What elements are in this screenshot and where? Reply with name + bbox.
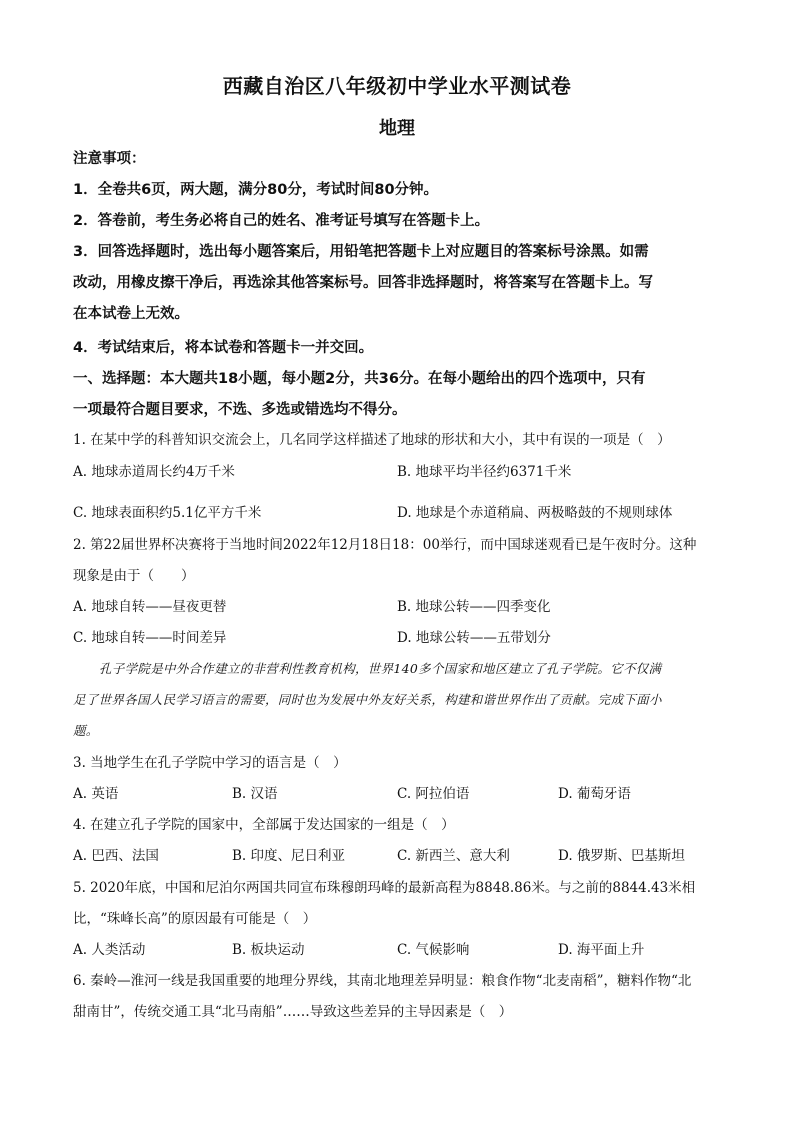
note-4: 4．考试结束后，将本试卷和答题卡一并交回。 xyxy=(73,340,374,356)
q5-stem-line-2: 比，“珠峰长高”的原因最有可能是（ ） xyxy=(73,911,317,927)
note-3-line-1: 3．回答选择题时，选出每小题答案后，用铅笔把答题卡上对应题目的答案标号涂黑。如需 xyxy=(73,244,649,260)
q2-option-d: D. 地球公转——五带划分 xyxy=(397,630,551,646)
q5-stem-line-1: 5. 2020年底，中国和尼泊尔两国共同宣布珠穆朗玛峰的最新高程为8848.86米。与之前的8844.43米相 xyxy=(73,880,696,896)
q5-option-c: C. 气候影响 xyxy=(397,942,470,958)
note-3-line-2: 改动，用橡皮擦干净后，再选涂其他答案标号。回答非选择题时，将答案写在答题卡上。写 xyxy=(73,275,653,291)
q3-option-c: C. 阿拉伯语 xyxy=(397,786,470,802)
q2-stem-line-1: 2. 第22届世界杯决赛将于当地时间2022年12月18日18：00举行，而中国球迷观看已是午夜时分。这种 xyxy=(73,537,697,553)
note-1: 1．全卷共6页，两大题，满分80分，考试时间80分钟。 xyxy=(73,182,439,198)
q4-stem: 4. 在建立孔子学院的国家中，全部属于发达国家的一组是（ ） xyxy=(73,817,455,833)
q4-option-b: B. 印度、尼日利亚 xyxy=(232,848,346,864)
q3-option-b: B. 汉语 xyxy=(232,786,278,802)
note-3-line-3: 在本试卷上无效。 xyxy=(73,306,189,322)
q3-option-a: A. 英语 xyxy=(73,786,119,802)
q1-option-c: C. 地球表面积约5.1亿平方千米 xyxy=(73,505,262,521)
q3-stem: 3. 当地学生在孔子学院中学习的语言是（ ） xyxy=(73,755,347,771)
exam-title: 西藏自治区八年级初中学业水平测试卷 xyxy=(222,74,572,98)
subject-title: 地理 xyxy=(379,118,415,139)
q1-option-a: A. 地球赤道周长约4万千米 xyxy=(73,464,235,480)
note-2: 2．答卷前，考生务必将自己的姓名、准考证号填写在答题卡上。 xyxy=(73,213,490,229)
q4-option-c: C. 新西兰、意大利 xyxy=(397,848,510,864)
q5-option-a: A. 人类活动 xyxy=(73,942,146,958)
q6-stem-line-2: 甜南甘”，传统交通工具“北马南船”……导致这些差异的主导因素是（ ） xyxy=(73,1004,513,1020)
q5-option-d: D. 海平面上升 xyxy=(558,942,645,958)
q2-option-b: B. 地球公转——四季变化 xyxy=(397,599,551,615)
q2-stem-line-2: 现象是由于（ ） xyxy=(73,568,195,584)
q4-option-a: A. 巴西、法国 xyxy=(73,848,159,864)
q3-option-d: D. 葡萄牙语 xyxy=(558,786,631,802)
q2-option-c: C. 地球自转——时间差异 xyxy=(73,630,227,646)
section-1-line-2: 一项最符合题目要求，不选、多选或错选均不得分。 xyxy=(73,402,407,418)
q4-option-d: D. 俄罗斯、巴基斯坦 xyxy=(558,848,685,864)
notes-heading: 注意事项： xyxy=(73,151,146,167)
q6-stem-line-1: 6. 秦岭—淮河一线是我国重要的地理分界线，其南北地理差异明显：粮食作物“北麦南稻”，糖料作物“北 xyxy=(73,973,692,989)
passage-line-3: 题。 xyxy=(73,723,99,738)
passage-line-2: 足了世界各国人民学习语言的需要，同时也为发展中外友好关系，构建和谐世界作出了贡献。完成下面小 xyxy=(73,692,662,707)
q1-option-d: D. 地球是个赤道稍扁、两极略鼓的不规则球体 xyxy=(397,505,673,521)
q1-stem: 1. 在某中学的科普知识交流会上，几名同学这样描述了地球的形状和大小，其中有误的一项是（ ） xyxy=(73,432,671,448)
q5-option-b: B. 板块运动 xyxy=(232,942,305,958)
q1-option-b: B. 地球平均半径约6371千米 xyxy=(397,464,572,480)
q2-option-a: A. 地球自转——昼夜更替 xyxy=(73,599,227,615)
passage-line-1: 孔子学院是中外合作建立的非营利性教育机构，世界140多个国家和地区建立了孔子学院。它不仅满 xyxy=(99,661,662,676)
section-1-line-1: 一、选择题：本大题共18小题，每小题2分，共36分。在每小题给出的四个选项中，只有 xyxy=(73,371,646,387)
